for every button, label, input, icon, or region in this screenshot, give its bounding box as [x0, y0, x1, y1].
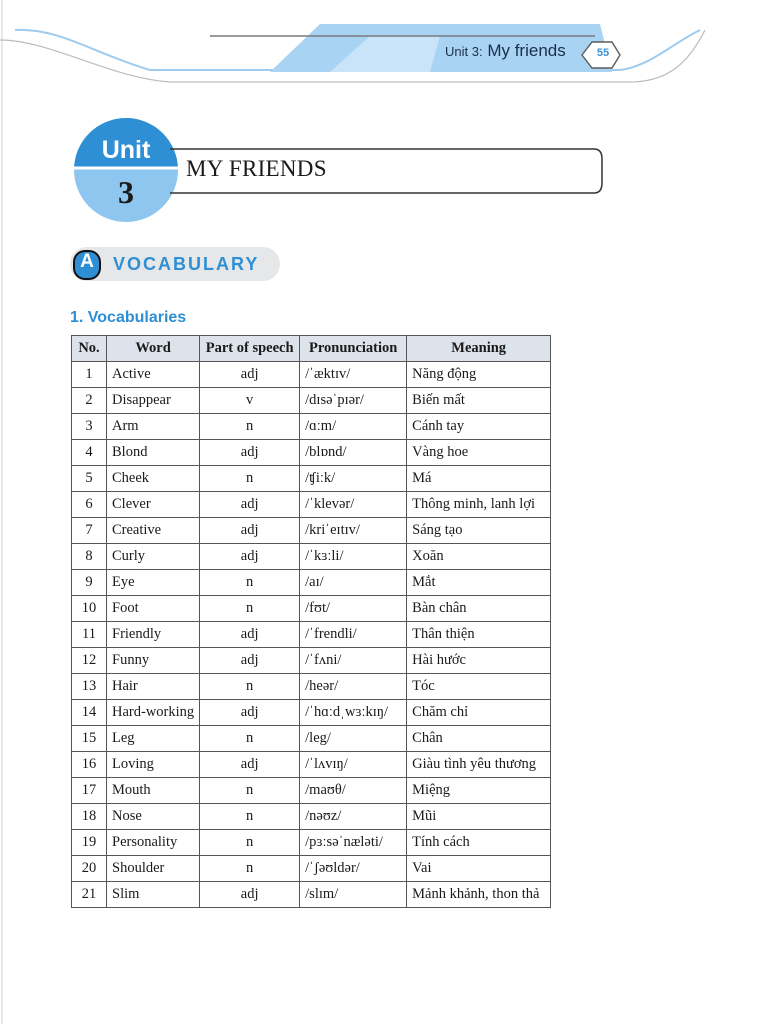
cell-meaning: Mảnh khảnh, thon thả	[407, 882, 551, 908]
table-row	[72, 492, 551, 518]
header-no: No.	[72, 336, 107, 362]
table-row	[72, 830, 551, 856]
cell-word: Hair	[107, 674, 200, 700]
cell-part-of-speech: adj	[200, 882, 300, 908]
cell-word: Shoulder	[107, 856, 200, 882]
cell-no: 11	[72, 622, 107, 648]
cell-pronunciation: /ˈklevər/	[300, 492, 407, 518]
cell-pronunciation: /leg/	[300, 726, 407, 752]
cell-part-of-speech: adj	[200, 518, 300, 544]
cell-no: 9	[72, 570, 107, 596]
table-row	[72, 622, 551, 648]
cell-pronunciation: /ˈhɑːdˌwɜːkɪŋ/	[300, 700, 407, 726]
cell-meaning: Xoăn	[407, 544, 551, 570]
header-meaning: Meaning	[407, 336, 551, 362]
cell-pronunciation: /ˈæktɪv/	[300, 362, 407, 388]
table-row	[72, 440, 551, 466]
cell-word: Nose	[107, 804, 200, 830]
cell-meaning: Vàng hoe	[407, 440, 551, 466]
cell-part-of-speech: n	[200, 830, 300, 856]
section-title: VOCABULARY	[113, 254, 260, 274]
vocabulary-table	[71, 335, 551, 908]
cell-pronunciation: /ˈlʌvɪŋ/	[300, 752, 407, 778]
table-row	[72, 726, 551, 752]
cell-part-of-speech: n	[200, 596, 300, 622]
cell-word: Loving	[107, 752, 200, 778]
vocabularies-heading: 1. Vocabularies	[70, 309, 187, 326]
cell-word: Mouth	[107, 778, 200, 804]
table-row	[72, 648, 551, 674]
cell-pronunciation: /pɜːsəˈnæləti/	[300, 830, 407, 856]
cell-no: 21	[72, 882, 107, 908]
cell-pronunciation: /blɒnd/	[300, 440, 407, 466]
page-number: 55	[596, 47, 610, 59]
cell-no: 12	[72, 648, 107, 674]
cell-meaning: Năng động	[407, 362, 551, 388]
table-row	[72, 362, 551, 388]
cell-part-of-speech: adj	[200, 752, 300, 778]
table-row	[72, 778, 551, 804]
cell-meaning: Tóc	[407, 674, 551, 700]
cell-no: 8	[72, 544, 107, 570]
cell-word: Arm	[107, 414, 200, 440]
cell-meaning: Cánh tay	[407, 414, 551, 440]
header-banner	[0, 0, 768, 100]
cell-part-of-speech: adj	[200, 648, 300, 674]
header-part-of-speech: Part of speech	[200, 336, 300, 362]
table-row	[72, 882, 551, 908]
cell-meaning: Bàn chân	[407, 596, 551, 622]
cell-no: 10	[72, 596, 107, 622]
header-unit-label: Unit 3:	[445, 44, 483, 59]
cell-word: Personality	[107, 830, 200, 856]
cell-part-of-speech: adj	[200, 362, 300, 388]
cell-meaning: Biến mất	[407, 388, 551, 414]
cell-no: 16	[72, 752, 107, 778]
cell-meaning: Mũi	[407, 804, 551, 830]
table-row	[72, 674, 551, 700]
section-letter: A	[80, 251, 94, 272]
cell-word: Clever	[107, 492, 200, 518]
table-row	[72, 700, 551, 726]
cell-meaning: Tính cách	[407, 830, 551, 856]
unit-title: MY FRIENDS	[186, 156, 327, 181]
cell-no: 20	[72, 856, 107, 882]
cell-meaning: Hài hước	[407, 648, 551, 674]
header-title	[445, 41, 566, 61]
cell-part-of-speech: n	[200, 856, 300, 882]
cell-part-of-speech: adj	[200, 622, 300, 648]
table-row	[72, 518, 551, 544]
cell-pronunciation: /heər/	[300, 674, 407, 700]
cell-no: 5	[72, 466, 107, 492]
table-row	[72, 570, 551, 596]
cell-no: 13	[72, 674, 107, 700]
cell-no: 15	[72, 726, 107, 752]
header-unit-name: My friends	[487, 41, 566, 60]
cell-meaning: Vai	[407, 856, 551, 882]
cell-part-of-speech: v	[200, 388, 300, 414]
cell-pronunciation: /ˈkɜːli/	[300, 544, 407, 570]
cell-part-of-speech: adj	[200, 440, 300, 466]
table-header-row	[72, 336, 551, 362]
cell-no: 7	[72, 518, 107, 544]
cell-part-of-speech: adj	[200, 544, 300, 570]
cell-word: Creative	[107, 518, 200, 544]
cell-no: 14	[72, 700, 107, 726]
table-body	[72, 362, 551, 908]
cell-pronunciation: /ʧiːk/	[300, 466, 407, 492]
cell-part-of-speech: n	[200, 466, 300, 492]
table-row	[72, 544, 551, 570]
cell-word: Cheek	[107, 466, 200, 492]
cell-part-of-speech: n	[200, 778, 300, 804]
cell-meaning: Chân	[407, 726, 551, 752]
cell-pronunciation: /maʊθ/	[300, 778, 407, 804]
table-row	[72, 856, 551, 882]
cell-meaning: Má	[407, 466, 551, 492]
cell-word: Curly	[107, 544, 200, 570]
cell-pronunciation: /kriˈeɪtɪv/	[300, 518, 407, 544]
table-row	[72, 804, 551, 830]
cell-word: Active	[107, 362, 200, 388]
cell-meaning: Thông minh, lanh lợi	[407, 492, 551, 518]
cell-part-of-speech: adj	[200, 492, 300, 518]
cell-word: Funny	[107, 648, 200, 674]
cell-no: 4	[72, 440, 107, 466]
cell-word: Disappear	[107, 388, 200, 414]
cell-pronunciation: /dɪsəˈpɪər/	[300, 388, 407, 414]
cell-part-of-speech: n	[200, 726, 300, 752]
cell-pronunciation: /aɪ/	[300, 570, 407, 596]
cell-word: Eye	[107, 570, 200, 596]
cell-word: Slim	[107, 882, 200, 908]
cell-meaning: Thân thiện	[407, 622, 551, 648]
cell-no: 19	[72, 830, 107, 856]
cell-meaning: Miệng	[407, 778, 551, 804]
cell-no: 3	[72, 414, 107, 440]
table-row	[72, 388, 551, 414]
table-row	[72, 414, 551, 440]
cell-no: 2	[72, 388, 107, 414]
cell-pronunciation: /fʊt/	[300, 596, 407, 622]
cell-pronunciation: /ˈfʌni/	[300, 648, 407, 674]
unit-badge-number: 3	[118, 174, 134, 210]
cell-meaning: Mắt	[407, 570, 551, 596]
cell-meaning: Sáng tạo	[407, 518, 551, 544]
cell-no: 18	[72, 804, 107, 830]
cell-pronunciation: /ˈʃəʊldər/	[300, 856, 407, 882]
header-word: Word	[107, 336, 200, 362]
cell-word: Foot	[107, 596, 200, 622]
cell-part-of-speech: n	[200, 414, 300, 440]
header-pronunciation: Pronunciation	[300, 336, 407, 362]
unit-badge-word: Unit	[101, 136, 151, 164]
cell-meaning: Giàu tình yêu thương	[407, 752, 551, 778]
cell-meaning: Chăm chỉ	[407, 700, 551, 726]
cell-word: Leg	[107, 726, 200, 752]
table-row	[72, 752, 551, 778]
cell-pronunciation: /ɑːm/	[300, 414, 407, 440]
cell-pronunciation: /ˈfrendli/	[300, 622, 407, 648]
cell-part-of-speech: n	[200, 570, 300, 596]
table-row	[72, 596, 551, 622]
cell-part-of-speech: n	[200, 674, 300, 700]
cell-word: Friendly	[107, 622, 200, 648]
table-row	[72, 466, 551, 492]
cell-part-of-speech: n	[200, 804, 300, 830]
cell-no: 17	[72, 778, 107, 804]
cell-word: Hard-working	[107, 700, 200, 726]
cell-no: 1	[72, 362, 107, 388]
cell-no: 6	[72, 492, 107, 518]
cell-part-of-speech: adj	[200, 700, 300, 726]
cell-word: Blond	[107, 440, 200, 466]
cell-pronunciation: /slɪm/	[300, 882, 407, 908]
cell-pronunciation: /nəʊz/	[300, 804, 407, 830]
